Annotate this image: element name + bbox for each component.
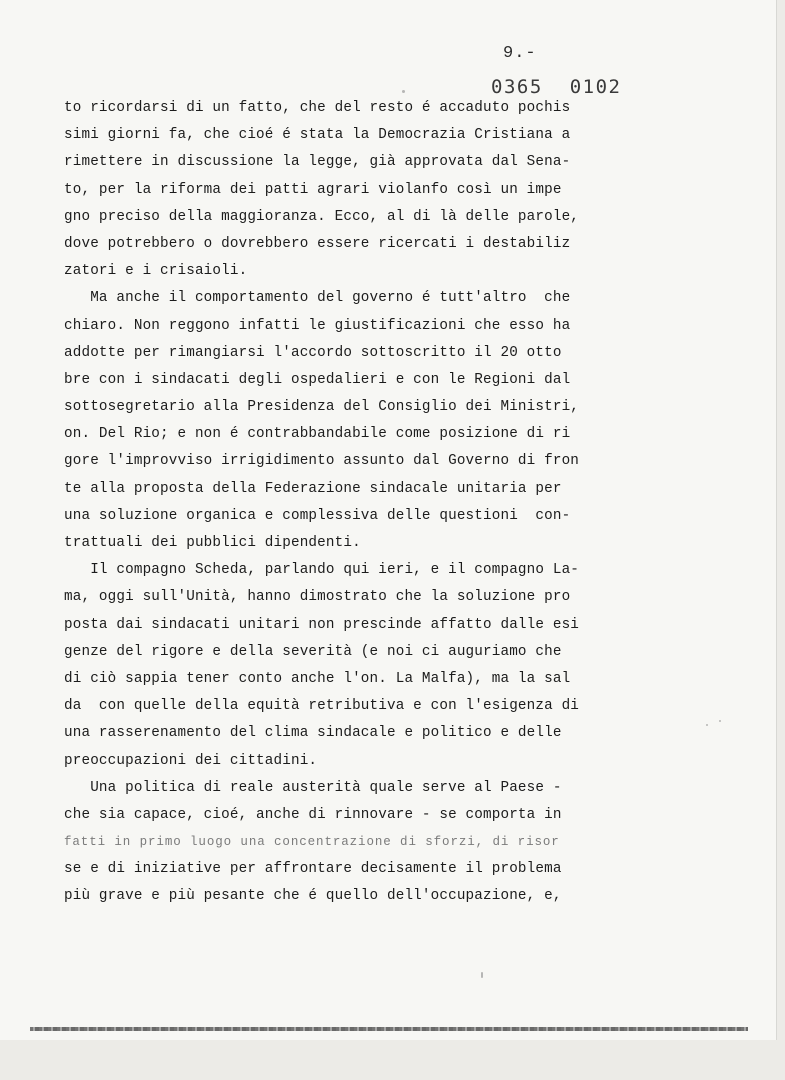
text-line: se e di iniziative per affrontare decisamente il problema	[64, 861, 562, 878]
text-line: zatori e i crisaioli.	[64, 263, 248, 280]
text-line: on. Del Rio; e non é contrabbandabile come posizione di ri	[64, 426, 571, 443]
paragraph-start-line: Il compagno Scheda, parlando qui ieri, e il compagno La-	[64, 562, 580, 579]
faint-text-line: fatti in primo luogo una concentrazione di sforzi, di risor	[64, 835, 560, 850]
text-line: di ciò sappia tener conto anche l'on. La Malfa), ma la sal	[64, 670, 571, 687]
text-line: preoccupazioni dei cittadini.	[64, 752, 318, 769]
text-line: genze del rigore e della severità (e noi ci auguriamo che	[64, 643, 562, 660]
text-line: gno preciso della maggioranza. Ecco, al di là delle parole,	[64, 208, 580, 225]
page-number: 9.-	[503, 44, 537, 63]
paper-speck	[481, 972, 483, 978]
text-line: rimettere in discussione la legge, già approvata dal Sena-	[64, 154, 571, 171]
paper-speck	[719, 720, 721, 722]
text-line: trattuali dei pubblici dipendenti.	[64, 535, 361, 551]
paragraph-start-line: Ma anche il comportamento del governo é tutt'altro che	[64, 290, 571, 307]
text-line: gore l'improvviso irrigidimento assunto dal Governo di fron	[64, 453, 580, 470]
text-line: to ricordarsi di un fatto, che del resto é accaduto pochis	[64, 100, 571, 116]
text-line: to, per la riforma dei patti agrari violanfo così un impe	[64, 181, 562, 198]
paper-speck	[402, 90, 405, 93]
text-line: che sia capace, cioé, anche di rinnovare - se comporta in	[64, 806, 562, 823]
text-line: sottosegretario alla Presidenza del Consiglio dei Ministri,	[64, 399, 580, 416]
paper-speck	[706, 724, 708, 726]
text-line: chiaro. Non reggono infatti le giustificazioni che esso ha	[64, 317, 571, 334]
text-line: addotte per rimangiarsi l'accordo sottoscritto il 20 otto	[64, 344, 562, 361]
text-line: una soluzione organica e complessiva delle questioni con-	[64, 507, 571, 524]
text-line: dove potrebbero o dovrebbero essere ricercati i destabiliz	[64, 235, 571, 252]
text-line: posta dai sindacati unitari non prescinde affatto dalle esi	[64, 616, 580, 633]
text-line: te alla proposta della Federazione sindacale unitaria per	[64, 480, 562, 497]
text-line: più grave e più pesante che é quello dell'occupazione, e,	[64, 888, 562, 905]
text-line: bre con i sindacati degli ospedalieri e con le Regioni dal	[64, 371, 571, 388]
text-line: ma, oggi sull'Unità, hanno dimostrato che la soluzione pro	[64, 589, 571, 606]
text-line: da con quelle della equità retributiva e con l'esigenza di	[64, 698, 580, 715]
text-line: simi giorni fa, che cioé é stata la Democrazia Cristiana a	[64, 127, 571, 144]
paragraph-start-line: Una politica di reale austerità quale serve al Paese -	[64, 779, 562, 796]
text-line: una rasserenamento del clima sindacale e politico e delle	[64, 725, 562, 742]
archive-code: 0365 0102	[491, 76, 622, 98]
body-text	[64, 95, 644, 911]
